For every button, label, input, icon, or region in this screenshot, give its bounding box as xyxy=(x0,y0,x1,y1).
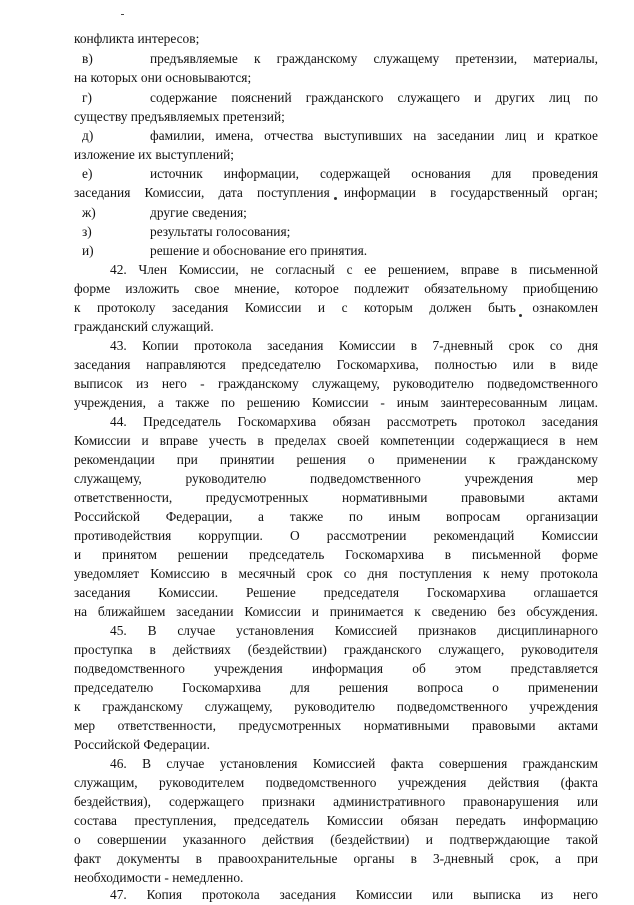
paragraph-44-line: ответственности, предусмотренных нормативными правовыми актами xyxy=(74,490,598,505)
list-item-text: фамилии, имена, отчества выступивших на заседании лиц и краткое xyxy=(150,128,598,143)
text-line: изложение их выступлений; xyxy=(74,147,234,162)
paragraph-44-line: и принятом решении председатель Госкомархива в письменной форме xyxy=(74,547,598,562)
list-item-label: в) xyxy=(82,51,93,66)
text-line: заседания Комиссии, дата поступления информации в государственный орган; xyxy=(74,185,598,200)
paragraph-46-line: 46. В случае установления Комиссией факта совершения гражданским xyxy=(110,756,598,771)
paragraph-44-line: противодействия коррупции. О рассмотрении рекомендаций Комиссии xyxy=(74,528,598,543)
paragraph-45-line: Российской Федерации. xyxy=(74,737,210,752)
text-line: на которых они основываются; xyxy=(74,70,252,85)
paragraph-43-line: заседания направляются председателю Госкомархива, полностью или в виде xyxy=(74,357,598,372)
list-item-text: результаты голосования; xyxy=(150,224,291,239)
paragraph-42-line: 42. Член Комиссии, не согласный с ее решением, вправе в письменной xyxy=(110,262,598,277)
paragraph-46-line: необходимости - немедленно. xyxy=(74,870,244,885)
paragraph-42-line: гражданский служащий. xyxy=(74,319,214,334)
paragraph-46-line: о совершении указанного действия (бездействии) и подтверждающие такой xyxy=(74,832,598,847)
list-item-label: г) xyxy=(82,90,92,105)
paragraph-46-line: факт документы в правоохранительные органы в 3-дневный срок, а при xyxy=(74,851,598,866)
paragraph-44-line: заседания Комиссии. Решение председателя Госкомархива оглашается xyxy=(74,585,598,600)
paragraph-45-line: председателю Госкомархива для решения вопроса о применении xyxy=(74,680,598,695)
list-item-text: решение и обоснование его принятия. xyxy=(150,243,368,258)
scan-mark xyxy=(121,14,124,15)
list-item-label: д) xyxy=(82,128,94,143)
paragraph-46-line: служащим, руководителем подведомственного учреждения действия (факта xyxy=(74,775,598,790)
paragraph-45-line: подведомственного учреждения информация об этом представляется xyxy=(74,661,598,676)
paragraph-44-line: рекомендации при принятии решения о применении к гражданскому xyxy=(74,452,598,467)
list-item-label: и) xyxy=(82,243,94,258)
paragraph-45-line: 45. В случае установления Комиссией признаков дисциплинарного xyxy=(110,623,598,638)
paragraph-44-line: служащему, руководителю подведомственного учреждения мер xyxy=(74,471,598,486)
list-item-label: ж) xyxy=(82,205,96,220)
paragraph-44-line: Комиссии и вправе учесть в пределах своей компетенции содержащиеся в нем xyxy=(74,433,598,448)
paragraph-43-line: 43. Копии протокола заседания Комиссии в 7-дневный срок со дня xyxy=(110,338,598,353)
paragraph-44-line: на ближайшем заседании Комиссии и принимается к сведению без обсуждения. xyxy=(74,604,598,619)
paragraph-43-line: учреждения, а также по решению Комиссии - иным заинтересованным лицам. xyxy=(74,395,598,410)
list-item-text: источник информации, содержащей основания для проведения xyxy=(150,166,598,181)
list-item-label: е) xyxy=(82,166,93,181)
paragraph-47-line: 47. Копия протокола заседания Комиссии или выписка из него xyxy=(110,887,598,902)
paragraph-45-line: проступка в действиях (бездействии) гражданского служащего, руководителя xyxy=(74,642,598,657)
paragraph-46-line: бездействия), содержащего признаки административного правонарушения или xyxy=(74,794,598,809)
paragraph-43-line: выписок из него - гражданскому служащему, руководителю подведомственного xyxy=(74,376,598,391)
paragraph-44-line: 44. Председатель Госкомархива обязан рассмотреть протокол заседания xyxy=(110,414,598,429)
paragraph-45-line: к гражданскому служащему, руководителю подведомственного учреждения xyxy=(74,699,598,714)
list-item-text: предъявляемые к гражданскому служащему претензии, материалы, xyxy=(150,51,598,66)
paragraph-44-line: уведомляет Комиссию в месячный срок со дня поступления к нему протокола xyxy=(74,566,598,581)
text-line: конфликта интересов; xyxy=(74,31,200,46)
list-item-text: содержание пояснений гражданского служащего и других лиц по xyxy=(150,90,598,105)
paragraph-46-line: состава преступления, председатель Комиссии обязан передать информацию xyxy=(74,813,598,828)
list-item-label: з) xyxy=(82,224,92,239)
paragraph-45-line: мер ответственности, предусмотренных нормативными правовыми актами xyxy=(74,718,598,733)
paragraph-42-line: к протоколу заседания Комиссии и с которым должен быть ознакомлен xyxy=(74,300,598,315)
paragraph-44-line: Российской Федерации, а также по иным вопросам организации xyxy=(74,509,598,524)
text-line: существу предъявляемых претензий; xyxy=(74,109,285,124)
paragraph-42-line: форме изложить свое мнение, которое подлежит обязательному приобщению xyxy=(74,281,598,296)
list-item-text: другие сведения; xyxy=(150,205,247,220)
